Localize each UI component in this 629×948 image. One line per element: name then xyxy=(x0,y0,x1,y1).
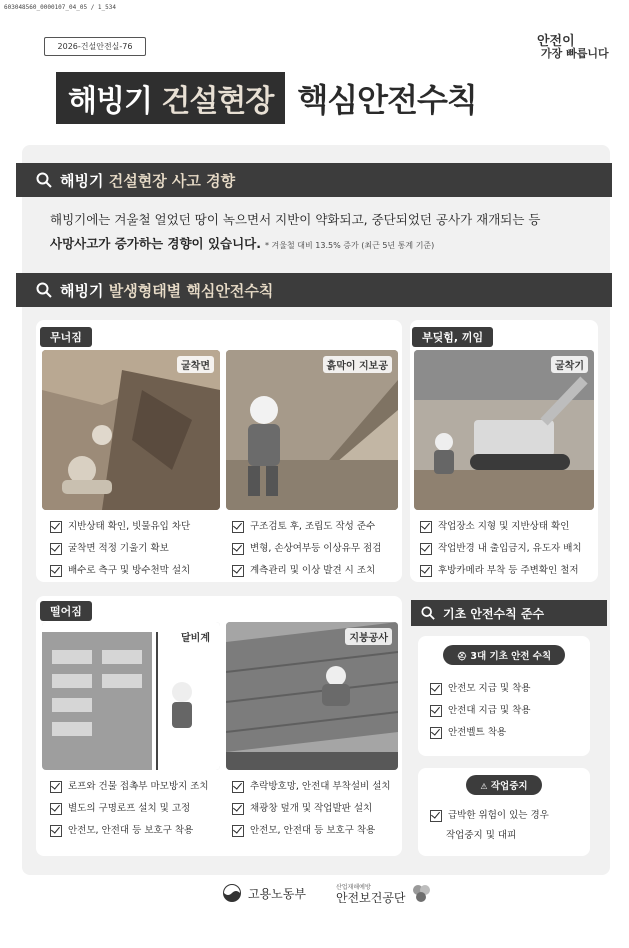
agency-name: 안전보건공단 xyxy=(335,891,406,905)
checkbox-icon xyxy=(232,825,244,837)
checkbox-icon xyxy=(430,705,442,717)
agency-subtitle: 산업재해예방 xyxy=(335,884,371,891)
work-stop-pill: ⚠ 작업중지 xyxy=(466,775,541,795)
list-item: 로프와 건물 접촉부 마모방지 조치 xyxy=(50,776,220,798)
page-title xyxy=(56,72,477,124)
struck-tag: 부딪힘, 끼임 xyxy=(412,327,493,347)
government-emblem-icon xyxy=(222,883,242,903)
list-item: 계측관리 및 이상 발견 시 조치 xyxy=(232,560,398,582)
checkbox-icon xyxy=(232,543,244,555)
excavator-illustration xyxy=(414,350,594,510)
helmet-icon: ⛑ xyxy=(456,652,468,661)
list-item: 안전모, 안전대 등 보호구 착용 xyxy=(50,820,220,842)
list-item: 작업반경 내 출입금지, 유도자 배치 xyxy=(420,538,596,560)
checkbox-icon xyxy=(50,781,62,793)
list-item: 안전모 지급 및 착용 xyxy=(430,678,580,700)
list-item: 안전벨트 착용 xyxy=(430,722,580,744)
checkbox-icon xyxy=(430,683,442,695)
excavation-illustration xyxy=(42,350,220,510)
list-item: 후방카메라 부착 등 주변확인 철저 xyxy=(420,560,596,582)
work-stop-line1: 급박한 위험이 있는 경우 xyxy=(448,810,549,821)
gondola-label: 달비계 xyxy=(177,628,214,645)
collapse-checklist-2 xyxy=(232,516,398,582)
title-box xyxy=(56,72,285,124)
gondola-illustration xyxy=(42,622,220,770)
list-item: 별도의 구명로프 설치 및 고정 xyxy=(50,798,220,820)
retaining-wall-illustration xyxy=(226,350,398,510)
checkbox-icon xyxy=(50,825,62,837)
collapse-card xyxy=(36,320,402,582)
checkbox-icon xyxy=(430,727,442,739)
collapse-checklist-1 xyxy=(50,516,220,582)
list-item: 구조검토 후, 조립도 작성 준수 xyxy=(232,516,398,538)
intro-line2: 사망사고가 증가하는 경향이 있습니다. xyxy=(50,236,262,251)
section-accident-trend-header xyxy=(16,163,612,197)
checkbox-icon xyxy=(50,521,62,533)
checkbox-icon xyxy=(50,543,62,555)
excavation-collapse-picture xyxy=(42,350,220,510)
slogan-line2: 가장 빠릅니다 xyxy=(541,47,609,60)
section1-heading-a: 해빙기 xyxy=(60,171,104,190)
excavation-label: 굴착면 xyxy=(177,356,214,373)
fall-checklist-1 xyxy=(50,776,220,842)
checkbox-icon xyxy=(50,565,62,577)
retaining-wall-collapse-picture xyxy=(226,350,398,510)
slogan-logo xyxy=(537,36,617,60)
list-item: 배수로 측구 및 방수천막 설치 xyxy=(50,560,220,582)
collapse-tag: 무너짐 xyxy=(40,327,92,347)
fall-checklist-2 xyxy=(232,776,398,842)
list-item: 안전모, 안전대 등 보호구 착용 xyxy=(232,820,398,842)
roof-illustration xyxy=(226,622,398,770)
roof-label: 지붕공사 xyxy=(345,628,392,645)
list-item: 작업장소 지형 및 지반상태 확인 xyxy=(420,516,596,538)
basic-rules-header xyxy=(411,600,607,626)
document-tag: 2026-건설안전실-76 xyxy=(44,37,146,56)
search-icon xyxy=(421,606,435,620)
basic-rules-card xyxy=(418,636,590,756)
title-part2: 건설현장 xyxy=(161,84,274,119)
checkbox-icon xyxy=(420,543,432,555)
list-item: 지반상태 확인, 빗물유입 차단 xyxy=(50,516,220,538)
alert-icon: ⚠ xyxy=(480,782,488,791)
document-id: 603048560_0000107_04_05 / 1_534 xyxy=(4,4,116,11)
slogan-line1: 안전이 xyxy=(537,34,575,49)
section-safety-rules-header xyxy=(16,273,612,307)
intro-line1: 해빙기에는 겨울철 얼었던 땅이 녹으면서 지반이 약화되고, 중단되었던 공사가 재개되는 등 xyxy=(50,212,541,227)
list-item: 안전대 지급 및 착용 xyxy=(430,700,580,722)
section2-heading-b: 발생형태별 핵심안전수칙 xyxy=(108,281,274,300)
ministry-name: 고용노동부 xyxy=(248,886,306,901)
struck-checklist xyxy=(420,516,596,582)
agency-symbol-icon xyxy=(410,882,432,904)
intro-note: * 겨울철 대비 13.5% 증가 (최근 5년 통계 기준) xyxy=(265,241,435,250)
checkbox-icon xyxy=(420,521,432,533)
footer-logos xyxy=(222,882,432,904)
excavator-label: 굴착기 xyxy=(551,356,588,373)
search-icon xyxy=(36,282,52,298)
work-stop-line2: 작업중지 및 대피 xyxy=(446,830,517,841)
checkbox-icon xyxy=(420,565,432,577)
work-stop-text xyxy=(430,806,586,846)
fall-card xyxy=(36,596,402,856)
section1-heading-b: 건설현장 사고 경향 xyxy=(108,171,236,190)
checkbox-icon xyxy=(430,810,442,822)
search-icon xyxy=(36,172,52,188)
checkbox-icon xyxy=(232,521,244,533)
section2-heading-a: 해빙기 xyxy=(60,281,104,300)
work-stop-card xyxy=(418,768,590,856)
basic-rules-checklist xyxy=(430,678,580,744)
list-item: 추락방호망, 안전대 부착설비 설치 xyxy=(232,776,398,798)
checkbox-icon xyxy=(232,781,244,793)
fall-tag: 떨어짐 xyxy=(40,601,92,621)
basic-rules-pill: ⛑ 3대 기초 안전 수칙 xyxy=(443,645,565,665)
list-item: 채광창 덮개 및 작업발판 설치 xyxy=(232,798,398,820)
list-item: 변형, 손상여부등 이상유무 점검 xyxy=(232,538,398,560)
checkbox-icon xyxy=(50,803,62,815)
retaining-wall-label: 흙막이 지보공 xyxy=(323,356,392,373)
checkbox-icon xyxy=(232,803,244,815)
list-item: 굴착면 적정 기울기 확보 xyxy=(50,538,220,560)
struck-card xyxy=(410,320,598,582)
title-part1: 해빙기 xyxy=(68,84,152,119)
agency-logo xyxy=(336,882,406,904)
excavator-picture xyxy=(414,350,594,510)
checkbox-icon xyxy=(232,565,244,577)
basic-heading: 기초 안전수칙 준수 xyxy=(443,606,545,621)
title-rest: 핵심안전수칙 xyxy=(297,81,477,119)
intro-text xyxy=(50,208,590,258)
